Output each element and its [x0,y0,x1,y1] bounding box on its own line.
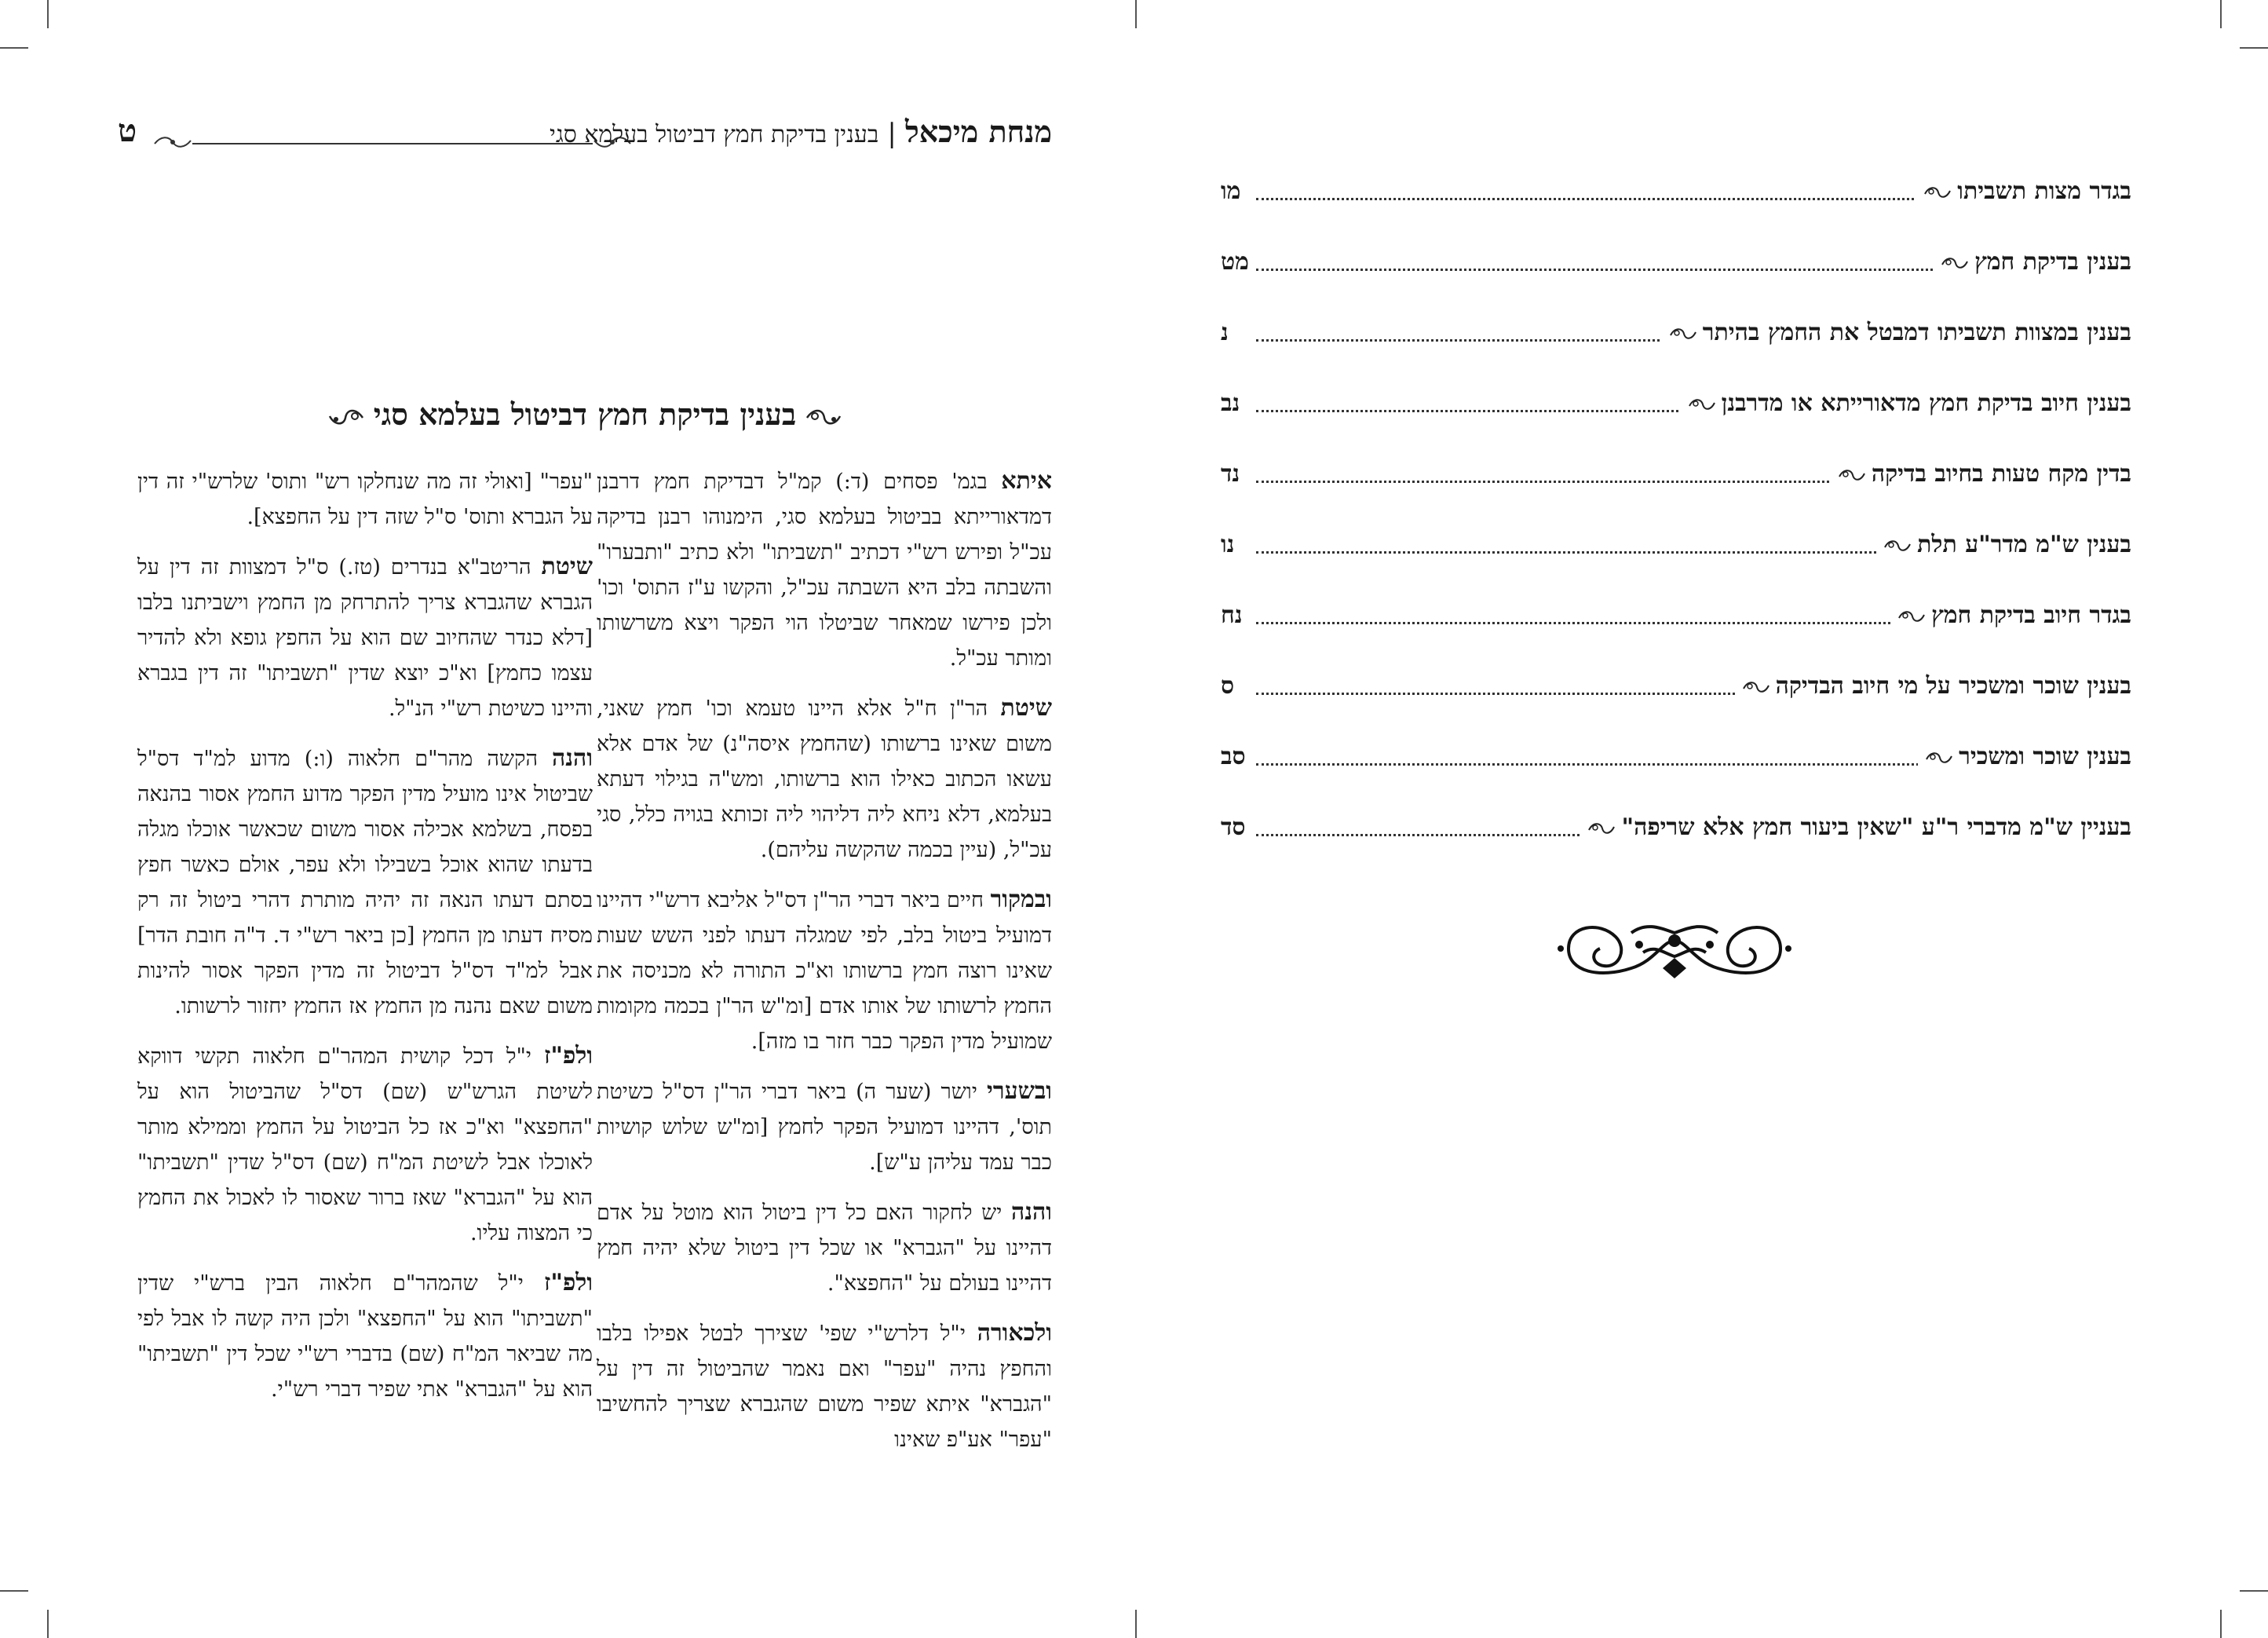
crop-mark [0,47,28,49]
crop-mark [2220,0,2222,28]
toc-entry-title: בענין שוכר ומשכיר [1918,740,2131,774]
paragraph [597,690,1052,868]
toc-page-number: נו [1221,528,1237,562]
toc-ornament-icon [1687,395,1717,414]
paragraph [137,1038,593,1251]
paragraph [597,1073,1052,1180]
section-title [118,397,1052,433]
toc-page-number: נב [1221,386,1243,421]
text-column-left [137,463,593,1421]
title-ornament-icon [804,407,843,429]
toc-page-number: סד [1221,810,1249,845]
running-header-title [550,114,1052,150]
paragraph [137,1265,593,1407]
paragraph-lead-word: ובשערי [987,1077,1052,1105]
crop-mark [1135,0,1137,28]
toc-entry-title: בגדר חיוב בדיקת חמץ [1890,598,2131,633]
paragraph-lead-word: והנה [1011,1198,1052,1226]
paragraph [597,1315,1052,1457]
paragraph-text: י"ל דכל קושית המהר"ם חלאוה תקשי דווקא לשיטת הגרש"ש (שם) דס"ל שהביטול הוא על "החפצא" וא"כ אז כל הביטול על החמץ וממילא מותר לאוכלו אבל לשיטת המ"ח (שם) דס"ל שדין "תשביתו" הוא על "הגברא" שאז ברור שאסור לו לאכול את החמץ כי המצוה עליו. [137,1044,593,1245]
toc-ornament-icon [1924,748,1954,767]
toc-ornament-icon [1897,607,1927,626]
paragraph-lead-word: שיטת [1000,694,1053,722]
toc-entry[interactable] [1221,245,2131,316]
paragraph-text: י"ל שהמהר"ם חלאוה הבין ברש"י שדין "תשביתו" הוא על "החפצא" ולכן היה קשה לו אבל לפי מה שביאר המ"ח (שם) בדברי רש"י שכל דין "תשביתו" הוא על "הגברא" אתי שפיר דברי רש"י. [137,1271,593,1402]
paragraph-lead-word: איתא [1001,467,1052,495]
toc-page-number: ס [1221,669,1237,704]
paragraph-text: הריטב"א בנדרים (טז.) ס"ל דמצוות זה דין על הגברא שהגברא צריך להתרחק מן החמץ וישביתנו בלבו [דלא כנדר שהחיוב שם הוא על החפץ גופא ולא להדיר עצמו כחמץ] וא"כ יוצא שדין "תשביתו" זה דין בגברא והיינו כשיטת רש"י הנ"ל. [137,555,593,721]
toc-entry-title: בגדר מצות תשביתו [1916,174,2131,209]
toc-entry[interactable] [1221,598,2131,669]
toc-entry-title: בענין חיוב בדיקת חמץ מדאורייתא או מדרבנן [1681,386,2131,421]
header-rule [192,143,593,144]
header-separator: | [887,118,897,149]
paragraph-text: הקשה מהר"ם חלאוה (ו:) מדוע למ"ד דס"ל שביטול אינו מועיל מדין הפקר מדוע החמץ אסור בהנאה בפסח, בשלמא אכילה אסור משום שכאשר אוכלו מגלה בדעתו שהוא אוכל בשבילו ולא עפר, אולם כאשר חפץ בסתם דעתו הנאה זה יהיה מותרת דהרי ביטול זה רק מסיח דעתו מן החמץ [כן ביאר רש"י ד. ד"ה חובת הדר] אבל למ"ד דס"ל דביטול זה מדין הפקר אסור להינות משום שאם נהנה מן החמץ אז החמץ יחזור לרשותו. [137,747,593,1018]
crop-mark [1135,1610,1137,1638]
crop-mark [0,1590,28,1592]
paragraph-lead-word: ולכאורה [977,1319,1052,1347]
toc-entry[interactable] [1221,810,2131,881]
paragraph [597,463,1052,676]
paragraph [137,740,593,1024]
paragraph-lead-word: ולפ"ז [543,1269,593,1296]
toc-ornament-icon [1883,536,1912,555]
crop-mark [2240,1590,2268,1592]
toc-entry[interactable] [1221,457,2131,528]
text-column-right [597,463,1052,1472]
toc-entry[interactable] [1221,386,2131,457]
section-title-text: בענין בדיקת חמץ דביטול בעלמא סגי [373,397,797,432]
toc-ornament-icon [1837,466,1867,484]
paragraph-text: הר"ן ח"ל אלא היינו טעמא וכו' חמץ שאני, משום שאינו ברשותו (שהחמץ איסה"נ) של אדם אלא עשאו הכתוב כאילו הוא ברשותו, ומש"ה בגילוי דעתא בעלמא, דלא ניחא ליה דליהוי ליה זכותא בגויה כלל, סגי עכ"ל, (עיין בכמה שהקשה עליהם). [597,697,1053,862]
paragraph-lead-word: ובמקור [990,886,1052,913]
toc-entry-title: בענין ש"מ מדר"ע תלת [1876,528,2131,562]
toc-entry-title: בענין בדיקת חמץ [1934,245,2131,280]
paragraph [137,463,593,535]
crop-mark [47,0,49,28]
crop-mark [2240,47,2268,49]
toc-ornament-icon [1668,324,1698,343]
decorative-flourish-icon [1545,909,1804,988]
toc-entry-title: בעניין ש"מ מדברי ר"ע "שאין ביעור חמץ אלא שריפה" [1580,810,2131,845]
toc-entry[interactable] [1221,316,2131,386]
paragraph-text: יש לחקור האם כל דין ביטול הוא מוטל על אדם דהיינו על "הגברא" או שכל דין ביטול שלא יהיה חמץ דהיינו בעולם על "החפצא". [597,1201,1052,1296]
running-header [118,106,1052,161]
toc-entry-title: בענין שוכר ומשכיר על מי חיוב הבדיקה [1735,669,2131,704]
book-title: מנחת מיכאל [904,114,1052,149]
toc-page-number: נד [1221,457,1243,492]
toc-ornament-icon [1741,678,1771,697]
toc-page-number: סב [1221,740,1249,774]
left-page [118,94,1052,1586]
paragraph-lead-word: והנה [552,744,593,772]
paragraph-text: בגמ' פסחים (ד:) קמ"ל דבדיקת חמץ דרבנן דמדאורייתא בביטול בעלמא סגי, הימנוהו רבנן בדיקה עכ"ל ופירש רש"י דכתיב "תשביתו" ולא כתיב "ותבערו" והשבתה בלב היא השבתה עכ"ל, והקשו ע"ז התוס' וכו' ולכן פירשו שמאחר שביטלו הוי הפקר ויצא משרשותו ומותר עכ"ל. [597,470,1052,671]
toc-page-number: מו [1221,174,1244,209]
toc-entry[interactable] [1221,174,2131,245]
toc-entry[interactable] [1221,669,2131,740]
flourish-ornament-icon [153,130,192,153]
toc-ornament-icon [1923,183,1952,202]
paragraph-text: "עפר" [ואולי זה מה שנחלקו רש" ותוס' שלרש"י זה דין על הגברא ותוס' ס"ל שזה דין על החפצא]. [137,470,593,529]
paragraph-lead-word: ולפ"ז [543,1042,593,1069]
paragraph [137,549,593,726]
table-of-contents [1221,174,2131,881]
paragraph-text: יושר (שער ה) ביאר דברי הר"ן דס"ל כשיטת תוס', דהיינו דמועיל הפקר לחמץ [ומ"ש שלוש קושיות כבר עמד עליהן ע"ש]. [597,1080,1052,1175]
paragraph [597,1194,1052,1301]
crop-mark [2220,1610,2222,1638]
toc-entry-title: בענין במצוות תשביתו דמבטל את החמץ בהיתר [1662,316,2131,350]
paragraph-text: י"ל דלרש"י שפי' שצירך לבטל אפילו בלבו והחפץ נהיה "עפר" ואם נאמר שהביטול זה דין על "הגברא" איתא שפיר משום שהגברא שצריך להחשיבו "עפר" אע"פ שאינו [597,1322,1052,1452]
chapter-title: בענין בדיקת חמץ דביטול בעלמא סגי [550,121,879,148]
toc-page-number: נח [1221,598,1246,633]
paragraph-lead-word: שיטת [541,553,593,580]
page-number: ט [118,112,137,149]
paragraph-text: חיים ביאר דברי הר"ן דס"ל אליבא דרש"י דהיינו דמועיל ביטול בלב, לפי שמגלה דעתו לפני השש שעות שאינו רוצה חמץ ברשותו וא"כ התורה לא מכניסה את החמץ לרשותו של אותו אדם [ומ"ש הר"ן בכמה מקומות שמועיל מדין הפקר כבר חזר בו מזה]. [597,888,1052,1054]
crop-mark [47,1610,49,1638]
toc-ornament-icon [1587,819,1616,838]
toc-ornament-icon [1940,254,1970,272]
toc-entry[interactable] [1221,740,2131,810]
toc-entry[interactable] [1221,528,2131,598]
toc-page-number: נ [1221,316,1232,350]
title-ornament-icon [327,407,366,429]
toc-page-number: מט [1221,245,1252,280]
toc-entry-title: בדין מקח טעות בחיוב בדיקה [1831,457,2131,492]
paragraph [597,882,1052,1059]
